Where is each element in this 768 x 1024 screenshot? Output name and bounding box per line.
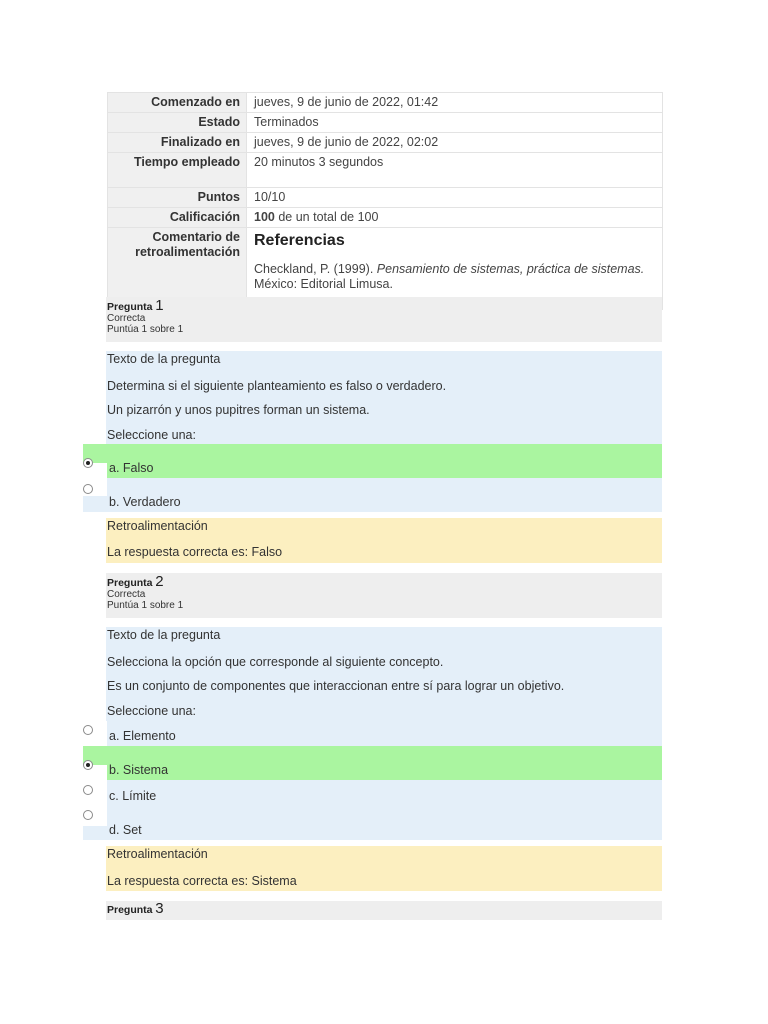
question-info [106,573,662,618]
summary-value: 10/10 [247,188,663,208]
summary-row-points [108,188,663,208]
feedback-block [106,846,662,891]
question-prompt: Selecciona la opción que corresponde al siguiente concepto. [107,655,444,669]
radio-selected-dot [86,763,90,767]
summary-label: Puntos [108,188,247,208]
option-label: d. Set [109,823,142,837]
answer-option-c[interactable] [83,780,662,806]
summary-label: Comentario de retroalimentación [108,228,247,310]
summary-row-time [108,153,663,188]
radio-button[interactable] [83,785,93,795]
reference-author: Checkland, P. (1999). [254,262,374,276]
question-text-block [106,627,662,721]
summary-row-finished [108,133,663,153]
radio-selected-dot [86,461,90,465]
option-label: c. Límite [109,789,157,803]
reference-publisher: México: Editorial Limusa. [254,277,393,291]
answer-option-b[interactable] [83,746,662,780]
answer-option-b[interactable] [83,478,662,512]
feedback-text: La respuesta correcta es: Falso [107,545,283,559]
question-number: 3 [155,900,164,917]
summary-label: Finalizado en [108,133,247,153]
option-label: a. Falso [109,461,154,475]
feedback-header: Retroalimentación [107,519,208,533]
radio-button[interactable] [83,760,93,770]
answer-option-a[interactable] [83,444,662,478]
question-label: Pregunta [107,904,153,916]
question-number: 1 [155,297,164,314]
option-label: a. Elemento [109,729,176,743]
question-state: Correcta [107,313,146,324]
feedback-header: Retroalimentación [107,847,208,861]
question-state: Correcta [107,589,146,600]
summary-value: 20 minutos 3 segundos [247,153,663,188]
question-heading [107,573,662,590]
question-text-header: Texto de la pregunta [107,628,221,642]
question-statement: Un pizarrón y unos pupitres forman un sistema. [107,403,370,417]
references-title: Referencias [254,232,345,249]
summary-row-state [108,113,663,133]
question-statement: Es un conjunto de componentes que interaccionan entre sí para lograr un objetivo. [107,679,565,693]
question-number: 2 [155,573,164,590]
answer-option-d[interactable] [83,806,662,840]
feedback-block [106,518,662,563]
radio-button[interactable] [83,725,93,735]
question-info [106,297,662,342]
option-label: b. Sistema [109,763,169,777]
radio-button[interactable] [83,810,93,820]
select-one-label: Seleccione una: [107,428,196,442]
summary-value: jueves, 9 de junio de 2022, 02:02 [247,133,663,153]
summary-value: jueves, 9 de junio de 2022, 01:42 [247,93,663,113]
question-heading [107,297,662,314]
summary-label: Comenzado en [108,93,247,113]
summary-value [247,208,663,228]
question-prompt: Determina si el siguiente planteamiento es falso o verdadero. [107,379,447,393]
question-label: Pregunta [107,301,153,313]
summary-row-grade [108,208,663,228]
radio-button[interactable] [83,484,93,494]
question-heading [107,900,662,917]
grade-score: 100 [254,210,275,224]
attempt-summary-table [107,92,663,310]
question-label: Pregunta [107,577,153,589]
question-score: Puntúa 1 sobre 1 [107,600,184,611]
summary-label: Estado [108,113,247,133]
question-text-header: Texto de la pregunta [107,352,221,366]
summary-row-started [108,93,663,113]
answer-option-a[interactable] [83,721,662,746]
summary-label: Calificación [108,208,247,228]
grade-rest: de un total de 100 [278,210,379,224]
question-info [106,901,662,920]
reference-book-title: Pensamiento de sistemas, práctica de sistemas. [376,262,645,276]
feedback-text: La respuesta correcta es: Sistema [107,874,297,888]
summary-value: Terminados [247,113,663,133]
select-one-label: Seleccione una: [107,704,196,718]
radio-button[interactable] [83,458,93,468]
question-text-block [106,351,662,444]
summary-label: Tiempo empleado [108,153,247,188]
option-label: b. Verdadero [109,495,181,509]
question-score: Puntúa 1 sobre 1 [107,324,184,335]
